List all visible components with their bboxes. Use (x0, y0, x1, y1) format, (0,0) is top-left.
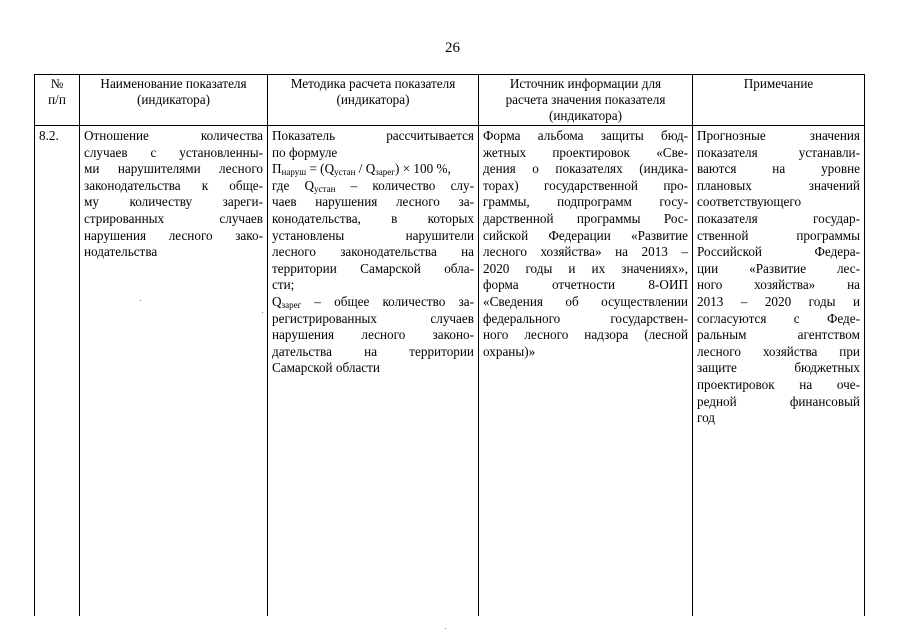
header-name: Наименование показателя (индикатора) (80, 75, 268, 126)
header-num: № п/п (35, 75, 80, 126)
header-note: Примечание (693, 75, 865, 126)
q-zareg-definition: $Q_{зарег}$ – общее количество за- (272, 293, 474, 310)
scan-speck (262, 312, 263, 313)
header-method: Методика расчета показателя (индикатора) (268, 75, 479, 126)
header-source: Источник информации для расчета значения показателя (индикатора) (479, 75, 693, 126)
indicator-table (34, 74, 865, 616)
note-cell: Прогнозные значения показателя устанавли- ваются на уровне плановых значений соответствующего показателя государ- ственной программы Российской Федера- ции «Развитие лес- ного хозяйства» на 2013 – 2020 годы и согласуются с Феде- ральным агентством лесного хозяйства при защите бюджетных проектировок на оче- редной финансовый год (693, 126, 865, 616)
table-row (35, 126, 865, 616)
formula-where: где $Q_{устан}$ – количество слу- (272, 177, 474, 194)
information-source-cell: Форма альбома защиты бюд- жетных проектировок «Све- дения о показателях (индика- торах) государственной про- граммы, подпрограмм госу- дарственной программы Рос- сийской Федерации «Развитие лесного хозяйства» на 2013 – 2020 годы и их значениях», форма отчетности 8-ОИП «Сведения об осуществлении федерального государствен- ного лесного надзора (лесной охраны)» (479, 126, 693, 616)
scan-speck (140, 300, 141, 301)
table-header-row (35, 75, 865, 126)
indicator-name-cell: Отношение количества случаев с установленны- ми нарушителями лесного законодательства к обще- му количеству зареги- стрированных случаев нарушения лесного зако- нодательства (80, 126, 268, 616)
row-number: 8.2. (35, 126, 80, 616)
formula: $П_{наруш} = (Q_{устан} / Q_{зарег}) \times 100$ %, (272, 161, 451, 178)
scan-speck (445, 628, 446, 629)
page-number: 26 (445, 40, 460, 56)
calculation-method-cell: Показатель рассчитывается по формуле $П_{наруш} = (Q_{устан} / Q_{зарег}) \times 100$ %, где $Q_{устан}$ – количество слу- чаев нарушения лесного за- конодательства, в которых установлены нарушители лесного законодательства на территории Самарской обла- сти; $Q_{зарег}$ – общее количество за- регистрированных случаев нарушения лесного законо- дательства на территории Самарской области (268, 126, 479, 616)
